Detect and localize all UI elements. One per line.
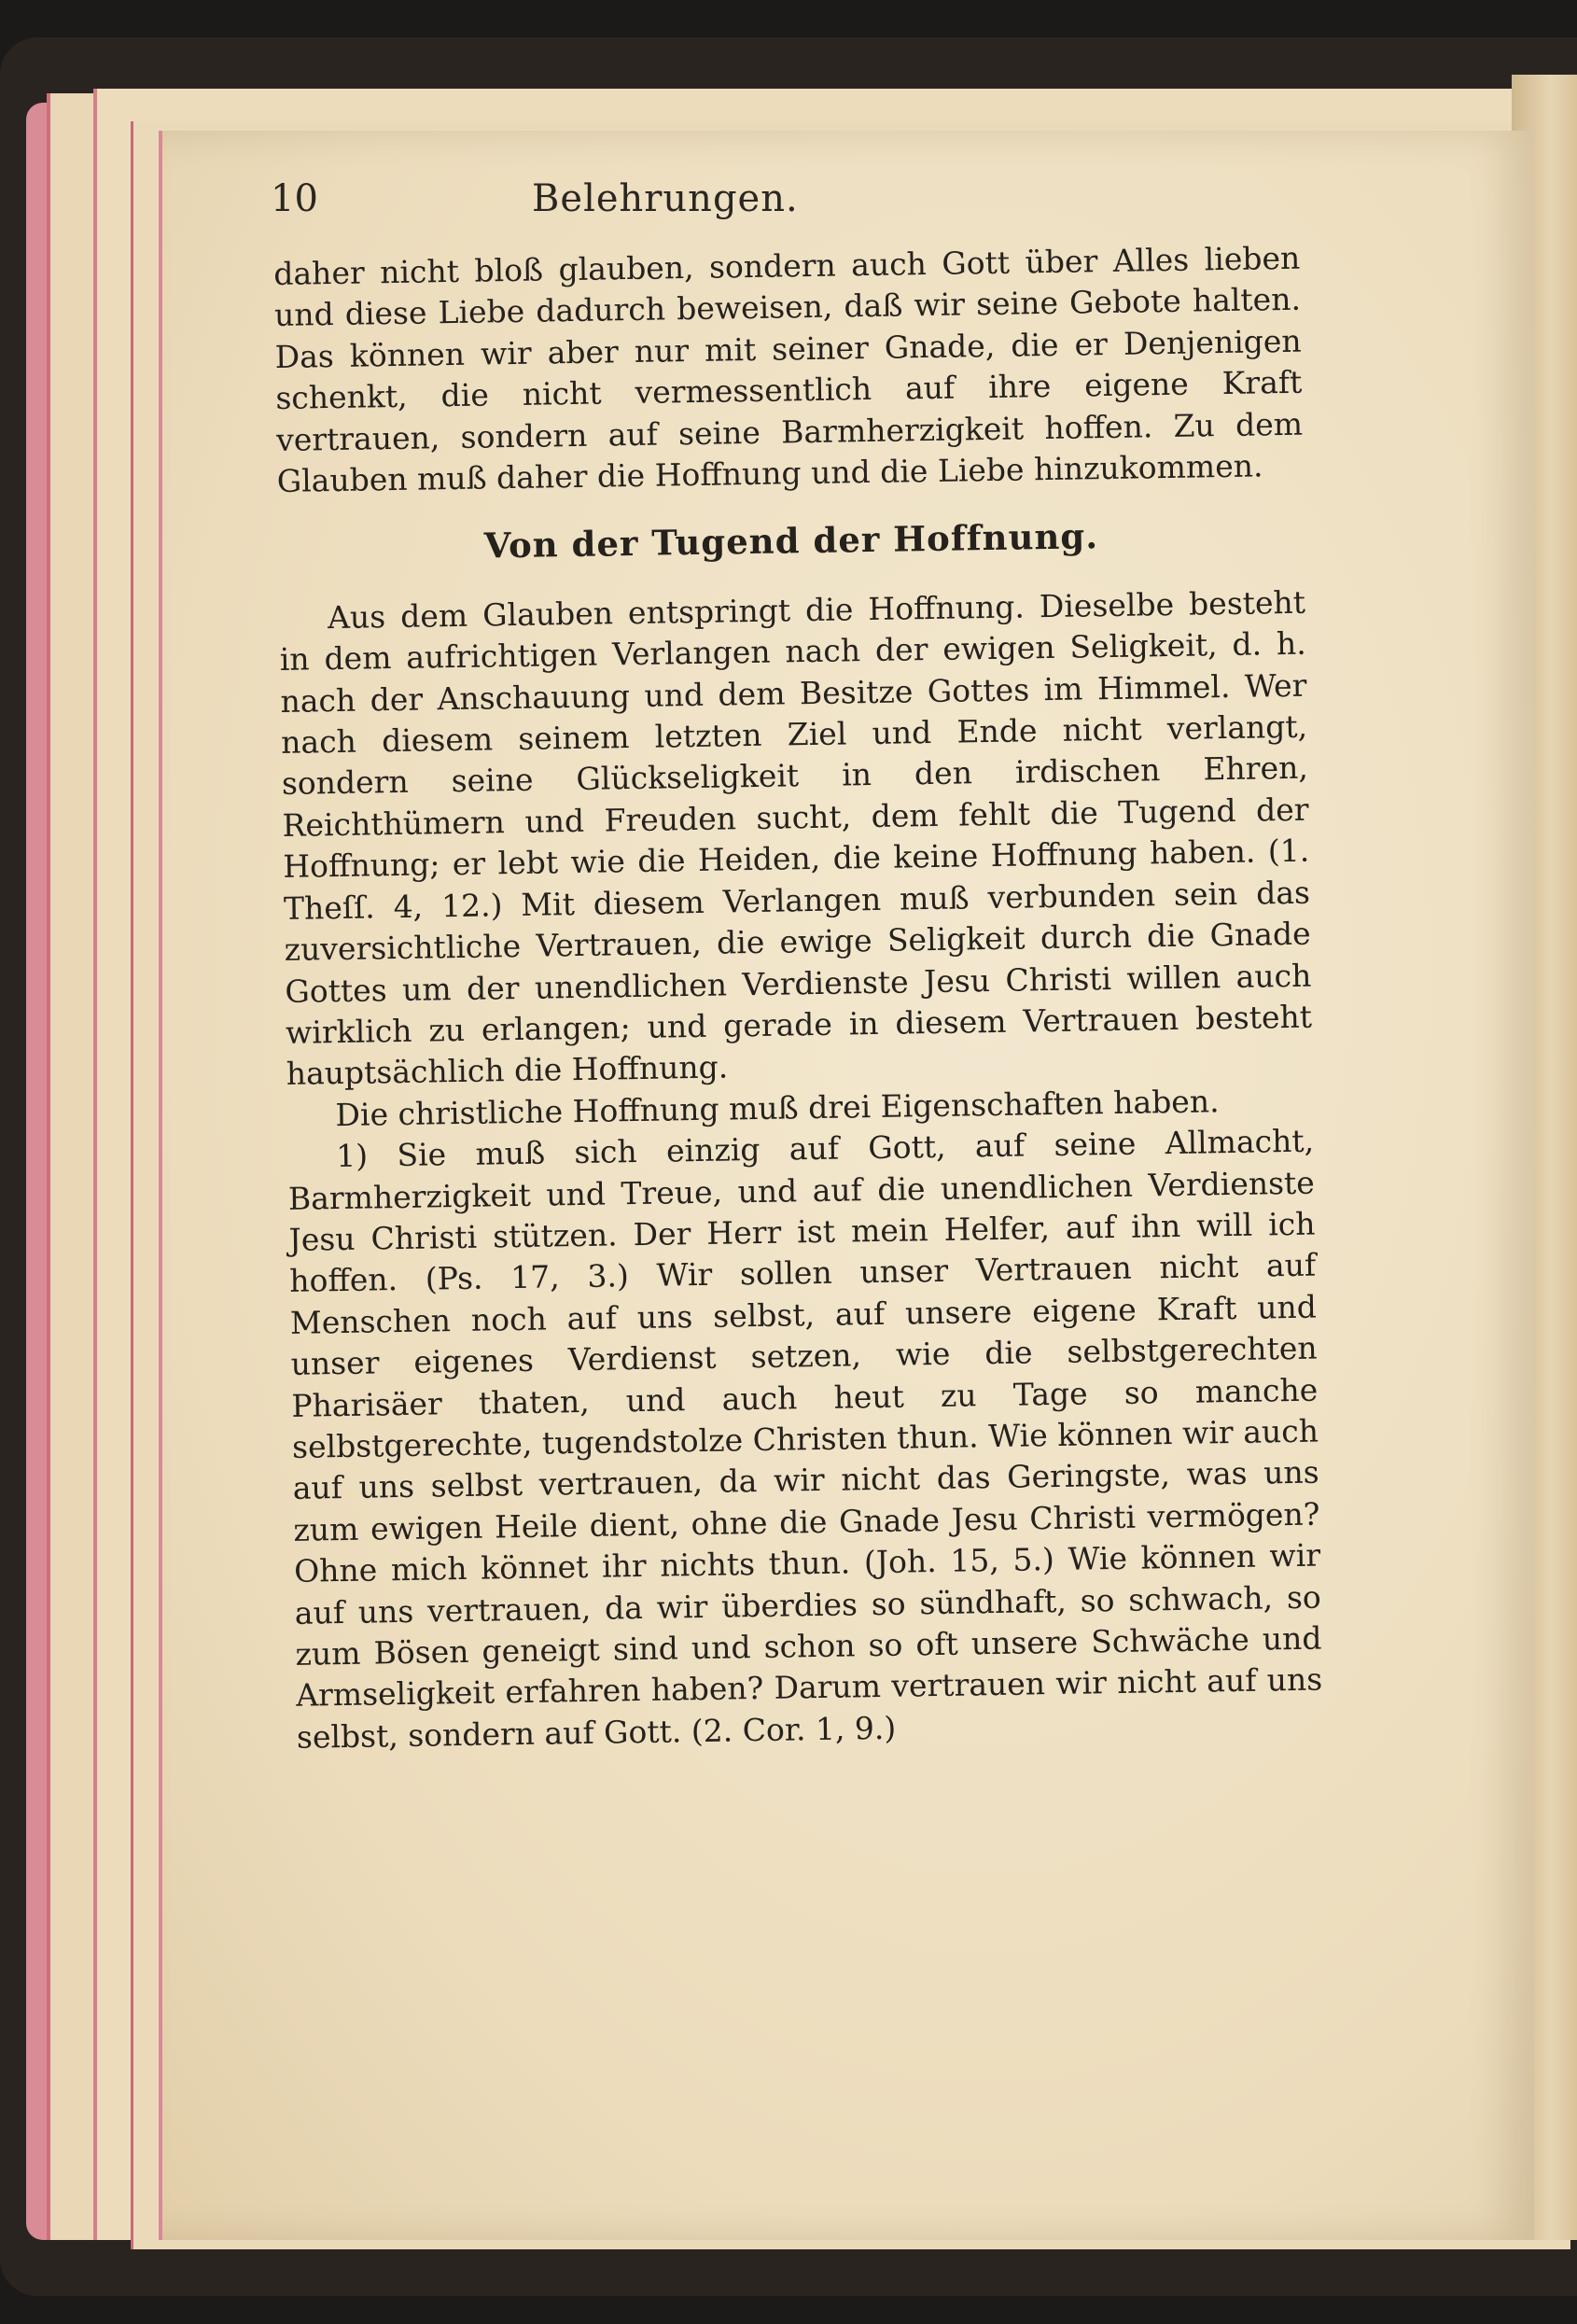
paragraph: daher nicht bloß glauben, sondern auch Gott über Alles lieben und diese Liebe dadurch beweisen, daß wir seine Gebote halten. Das können wir aber nur mit seiner Gnade, die er Denjenigen schenkt, die nicht vermessentlich auf ihre eigene Kraft vertrauen, sondern auf seine Barmherzigkeit hoffen. Zu dem Glauben muß daher die Hoffnung und die Liebe hinzukommen. [273,239,1304,499]
section-heading: Von der Tugend der Hoffnung. [483,515,1099,567]
running-head: Belehrungen. [532,177,799,220]
page-number: 10 [271,177,318,220]
paragraph: Aus dem Glauben entspringt die Hoffnung. Dieselbe besteht in dem aufrichtigen Verlangen nach der ewigen Seligkeit, d. h. nach der Anschauung und dem Besitze Gottes im Himmel. Wer nach diesem seinem letzten Ziel und Ende nicht verlangt, sondern seine Glückseligkeit in den irdischen Ehren, Reichthümern und Freuden sucht, dem fehlt die Tugend der Hoffnung; er lebt wie die Heiden, die keine Hoffnung haben. (1. Theſſ. 4, 12.) Mit diesem Verlangen muß verbunden sein das zuversichtliche Vertrauen, die ewige Seligkeit durch die Gnade Gottes um der unendlichen Verdienste Jesu Christi willen auch wirklich zu erlangen; und gerade in diesem Vertrauen besteht hauptsächlich die Hoffnung. [279,583,1313,1093]
page-body [273,238,1323,1758]
paragraph: 1) Sie muß sich einzig auf Gott, auf seine Allmacht, Barmherzigkeit und Treue, und auf die unendlichen Verdienste Jesu Christi stützen. Der Herr ist mein Helfer, auf ihn will ich hoffen. (Ps. 17, 3.) Wir sollen unser Vertrauen nicht auf Menschen noch auf uns selbst, auf unsere eigene Kraft und unser eigenes Verdienst setzen, wie die selbstgerechten Pharisäer thaten, und auch heut zu Tage so manche selbstgerechte, tugendstolze Christen thun. Wie können wir auch auf uns selbst vertrauen, da wir nicht das Geringste, was uns zum ewigen Heile dient, ohne die Gnade Jesu Christi vermögen? Ohne mich könnet ihr nichts thun. (Joh. 15, 5.) Wie können wir auf uns vertrauen, da wir überdies so sündhaft, so schwach, so zum Bösen geneigt sind und schon so oft unsere Schwäche und Armseligkeit erfahren haben? Darum vertrauen wir nicht auf uns selbst, sondern auf Gott. (2. Cor. 1, 9.) [287,1122,1323,1756]
page-header [271,177,1260,233]
paragraph: Die christliche Hoffnung muß drei Eigenschaften haben. [335,1082,1220,1133]
